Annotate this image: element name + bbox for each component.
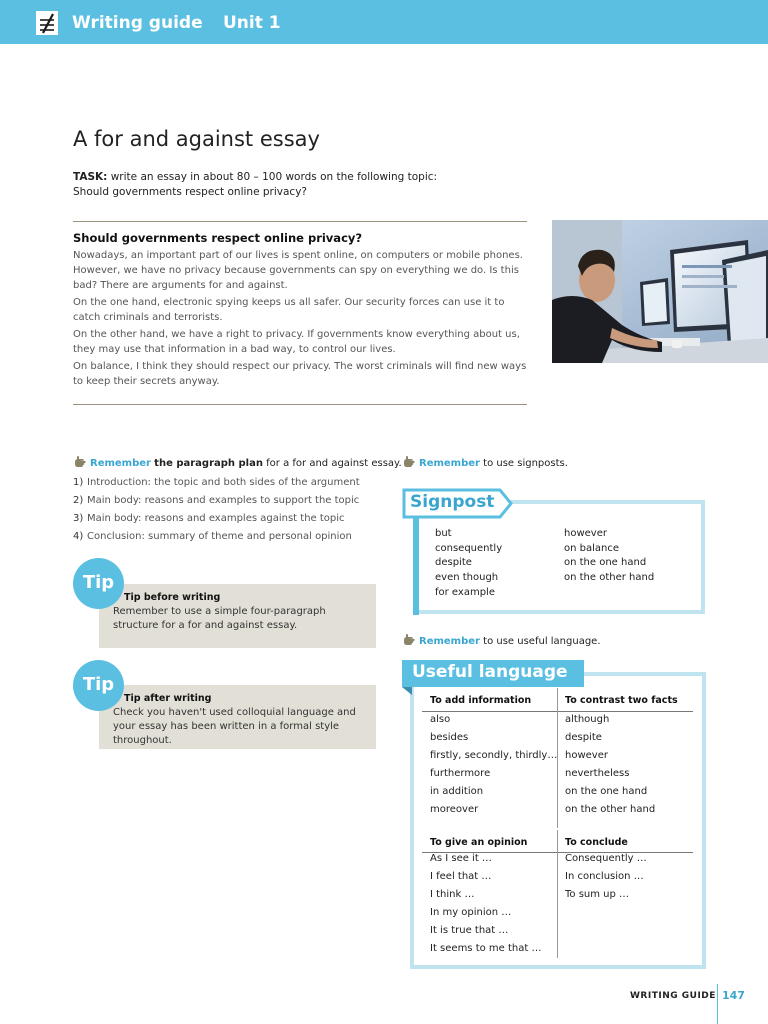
signpost-word: on balance (564, 542, 620, 554)
remember-label: Remember (90, 458, 151, 469)
hand-pointer-icon (73, 455, 87, 469)
signpost-word: on the one hand (564, 557, 647, 569)
essay-paragraph: On balance, I think they should respect our privacy. The worst criminals will find new ways to keep their secrets anyway. (73, 361, 527, 387)
list-item (73, 528, 393, 546)
list-item-text: Conclusion: summary of theme and personal opinion (87, 531, 352, 542)
footer-divider (717, 984, 718, 1024)
add-information-list (430, 711, 557, 819)
header-bar (0, 0, 768, 44)
essay-heading: Should governments respect online privacy? (73, 231, 363, 245)
essay-paragraph: Nowadays, an important part of our lives is spent online, on computers or mobile phones. However, we have no privacy because governments can spy on everything we do. Is this bad? There are arguments for and against. (73, 250, 523, 291)
remember-useful-language (402, 633, 601, 647)
signpost-word: on the other hand (564, 572, 655, 584)
phrase: Consequently … (565, 853, 647, 864)
tip-text: Remember to use a simple four-paragraph structure for a for and against essay. (113, 606, 326, 631)
remember-rest: to use signposts. (479, 458, 568, 469)
remember-rest: to use useful language. (479, 636, 601, 647)
hand-pointer-icon (402, 455, 416, 469)
signpost-list-2 (564, 527, 654, 586)
phrase: in addition (430, 786, 484, 797)
phrase: In my opinion … (430, 907, 512, 918)
column-header: To give an opinion (430, 837, 528, 848)
writing-guide-icon (36, 11, 58, 35)
column-header: To contrast two facts (565, 695, 678, 706)
signpost-word: despite (435, 557, 472, 569)
essay-paragraph: On the other hand, we have a right to privacy. If governments know everything about us, they may use that information in a bad way, to control our lives. (73, 329, 520, 355)
list-item (73, 492, 393, 510)
contrast-facts-list (565, 711, 655, 819)
give-opinion-list (430, 850, 541, 958)
tip-badge: Tip (73, 660, 124, 711)
essay-paragraph: On the one hand, electronic spying keeps us all safer. Our security forces can use it to catch criminals and terrorists. (73, 297, 505, 323)
task-text (73, 170, 513, 200)
list-item-text: Main body: reasons and examples against the topic (87, 513, 345, 524)
signpost-word: for example (435, 586, 495, 598)
tip-after-writing (99, 685, 376, 749)
phrase: on the one hand (565, 786, 648, 797)
signpost-list-1 (435, 527, 502, 601)
remember-paragraph-plan (73, 455, 402, 469)
list-item-text: Introduction: the topic and both sides of the argument (87, 477, 360, 488)
phrase: firstly, secondly, thirdly… (430, 750, 558, 761)
header-unit: Unit 1 (223, 13, 281, 33)
phrase: besides (430, 732, 469, 743)
model-essay (73, 231, 528, 391)
task-line-1: write an essay in about 80 – 100 words on the following topic: (107, 171, 438, 183)
remember-signposts (402, 455, 568, 469)
tip-badge: Tip (73, 558, 124, 609)
useful-language-tag (402, 660, 584, 687)
signpost-pole (413, 515, 419, 615)
page-number: 147 (722, 989, 745, 1002)
remember-label: Remember (419, 458, 480, 469)
useful-language-title: Useful language (412, 662, 568, 682)
footer-label: WRITING GUIDE (630, 991, 716, 1001)
divider-top (73, 221, 527, 222)
paragraph-plan-list (73, 474, 393, 546)
phrase: I think … (430, 889, 475, 900)
tag-fold (402, 687, 412, 695)
conclude-list (565, 850, 647, 904)
tip-title: Tip after writing (124, 693, 212, 704)
header-section-title: Writing guide (72, 13, 203, 33)
phrase: In conclusion … (565, 871, 644, 882)
list-item-number: 1) (73, 477, 84, 488)
man-at-computer-photo (552, 220, 768, 363)
remember-bold: the paragraph plan (154, 458, 263, 469)
signpost-title: Signpost (410, 492, 495, 512)
task-label: TASK: (73, 171, 108, 183)
remember-label: Remember (419, 636, 480, 647)
phrase: It is true that … (430, 925, 509, 936)
phrase: I feel that … (430, 871, 492, 882)
list-item (73, 510, 393, 528)
phrase: moreover (430, 804, 479, 815)
tip-title: Tip before writing (124, 592, 221, 603)
signpost-word: even though (435, 572, 499, 584)
column-header: To add information (430, 695, 532, 706)
phrase: It seems to me that … (430, 943, 542, 954)
phrase: however (565, 750, 608, 761)
tip-text: Check you haven't used colloquial language and your essay has been written in a formal style throughout. (113, 707, 356, 746)
page-title: A for and against essay (73, 127, 320, 151)
column-header: To conclude (565, 837, 628, 848)
phrase: As I see it … (430, 853, 492, 864)
phrase: nevertheless (565, 768, 630, 779)
phrase: although (565, 714, 610, 725)
tip-before-writing (99, 584, 376, 648)
phrase: on the other hand (565, 804, 656, 815)
list-item-number: 4) (73, 531, 84, 542)
phrase: furthermore (430, 768, 491, 779)
list-item-number: 2) (73, 495, 84, 506)
signpost-word: however (564, 528, 607, 539)
list-item-text: Main body: reasons and examples to support the topic (87, 495, 360, 506)
signpost-word: but (435, 528, 452, 539)
phrase: also (430, 714, 451, 725)
signpost-word: consequently (435, 542, 503, 554)
list-item-number: 3) (73, 513, 84, 524)
divider-bottom (73, 404, 527, 405)
phrase: despite (565, 732, 602, 743)
list-item (73, 474, 393, 492)
task-line-2: Should governments respect online privacy? (73, 186, 307, 198)
table-divider (557, 830, 558, 958)
signpost-tag (402, 488, 514, 519)
phrase: To sum up … (565, 889, 630, 900)
remember-rest: for a for and against essay. (262, 458, 402, 469)
hand-pointer-icon (402, 633, 416, 647)
